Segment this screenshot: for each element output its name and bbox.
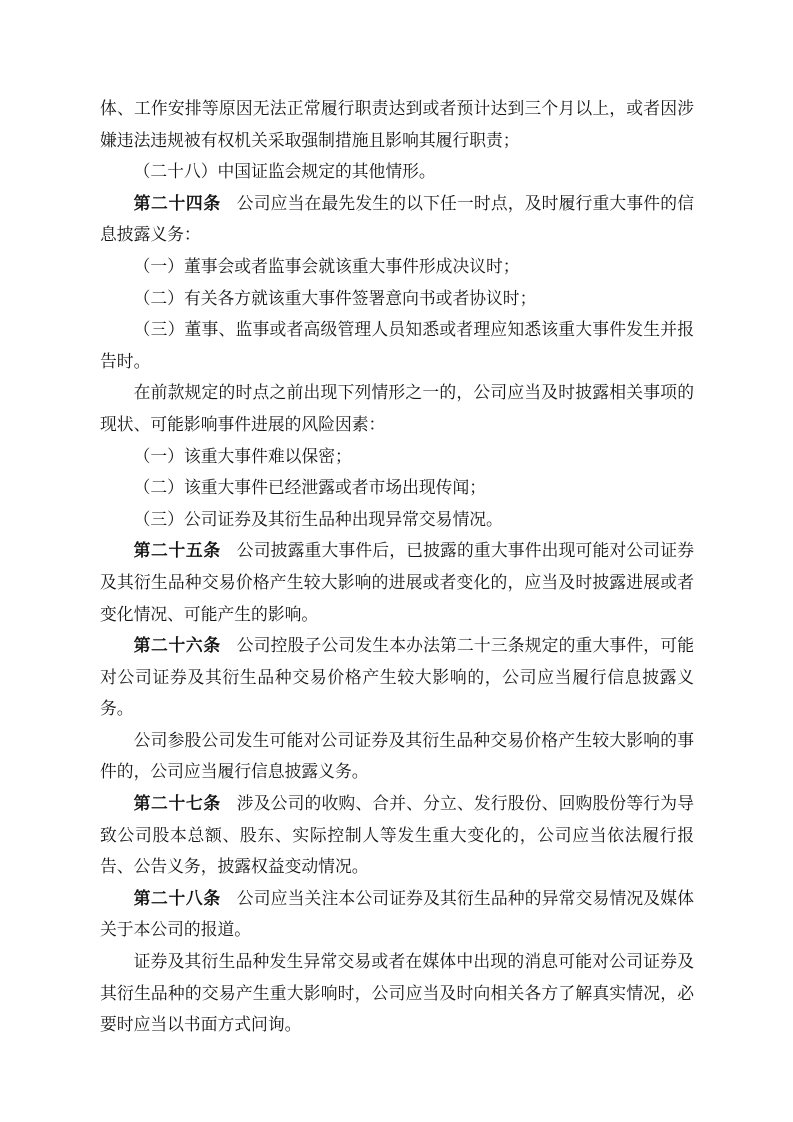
paragraph-article-26: [100, 630, 694, 725]
article-26-number: 第二十六条: [133, 636, 221, 656]
paragraph-text: 公司应当关注本公司证券及其衍生品种的异常交易情况及媒体关于本公司的报道。: [100, 888, 694, 940]
paragraph-article-27: [100, 788, 694, 883]
article-28-number: 第二十八条: [133, 888, 221, 908]
article-25-number: 第二十五条: [133, 541, 221, 561]
paragraph-text: 公司控股子公司发生本办法第二十三条规定的重大事件，可能对公司证券及其衍生品种交易价格产生较大影响的，公司应当履行信息披露义务。: [100, 636, 694, 719]
paragraph-article-24-clause-2: [100, 377, 694, 440]
paragraph-text: （三）董事、监事或者高级管理人员知悉或者理应知悉该重大事件发生并报告时。: [100, 320, 694, 371]
paragraph-article-24-clause-2-item-1: [100, 441, 694, 473]
paragraph-text: 公司披露重大事件后，已披露的重大事件出现可能对公司证券及其衍生品种交易价格产生较大影响的进展或者变化的，应当及时披露进展或者变化情况、可能产生的影响。: [100, 541, 694, 624]
paragraph-article-24-item-1: [100, 251, 694, 283]
paragraph-text: 公司参股公司发生可能对公司证券及其衍生品种交易价格产生较大影响的事件的，公司应当履行信息披露义务。: [100, 730, 694, 782]
paragraph-text: 涉及公司的收购、合并、分立、发行股份、回购股份等行为导致公司股本总额、股东、实际控制人等发生重大变化的，公司应当依法履行报告、公告义务，披露权益变动情况。: [100, 794, 694, 877]
document-body: [100, 93, 694, 1041]
paragraph-text: （二）有关各方就该重大事件签署意向书或者协议时；: [133, 288, 537, 308]
paragraph-text: （一）董事会或者监事会就该重大事件形成决议时；: [133, 256, 520, 276]
paragraph-article-26-clause-2: [100, 725, 694, 788]
paragraph-text: （二）该重大事件已经泄露或者市场出现传闻；: [133, 478, 487, 498]
paragraph-text: 证券及其衍生品种发生异常交易或者在媒体中出现的消息可能对公司证券及其衍生品种的交易产生重大影响时，公司应当及时向相关各方了解真实情况，必要时应当以书面方式问询。: [100, 952, 694, 1035]
paragraph-article-24-item-2: [100, 283, 694, 315]
paragraph-continuation: [100, 93, 694, 156]
paragraph-text: （一）该重大事件难以保密；: [133, 446, 352, 466]
paragraph-text: 体、工作安排等原因无法正常履行职责达到或者预计达到三个月以上，或者因涉嫌违法违规被有权机关采取强制措施且影响其履行职责；: [100, 99, 694, 150]
paragraph-article-24-item-3: [100, 314, 694, 377]
paragraph-article-24: [100, 188, 694, 251]
paragraph-text: 公司应当在最先发生的以下任一时点，及时履行重大事件的信息披露义务：: [100, 193, 694, 245]
paragraph-article-24-clause-2-item-3: [100, 504, 694, 536]
paragraph-article-25: [100, 535, 694, 630]
paragraph-item-28: [100, 156, 694, 188]
article-27-number: 第二十七条: [133, 794, 221, 814]
article-24-number: 第二十四条: [133, 193, 221, 213]
paragraph-text: （三）公司证券及其衍生品种出现异常交易情况。: [133, 509, 503, 529]
paragraph-article-24-clause-2-item-2: [100, 472, 694, 504]
paragraph-text: （二十八）中国证监会规定的其他情形。: [133, 162, 436, 182]
paragraph-text: 在前款规定的时点之前出现下列情形之一的，公司应当及时披露相关事项的现状、可能影响事件进展的风险因素：: [100, 383, 694, 434]
paragraph-article-28: [100, 883, 694, 946]
paragraph-article-28-clause-2: [100, 946, 694, 1041]
